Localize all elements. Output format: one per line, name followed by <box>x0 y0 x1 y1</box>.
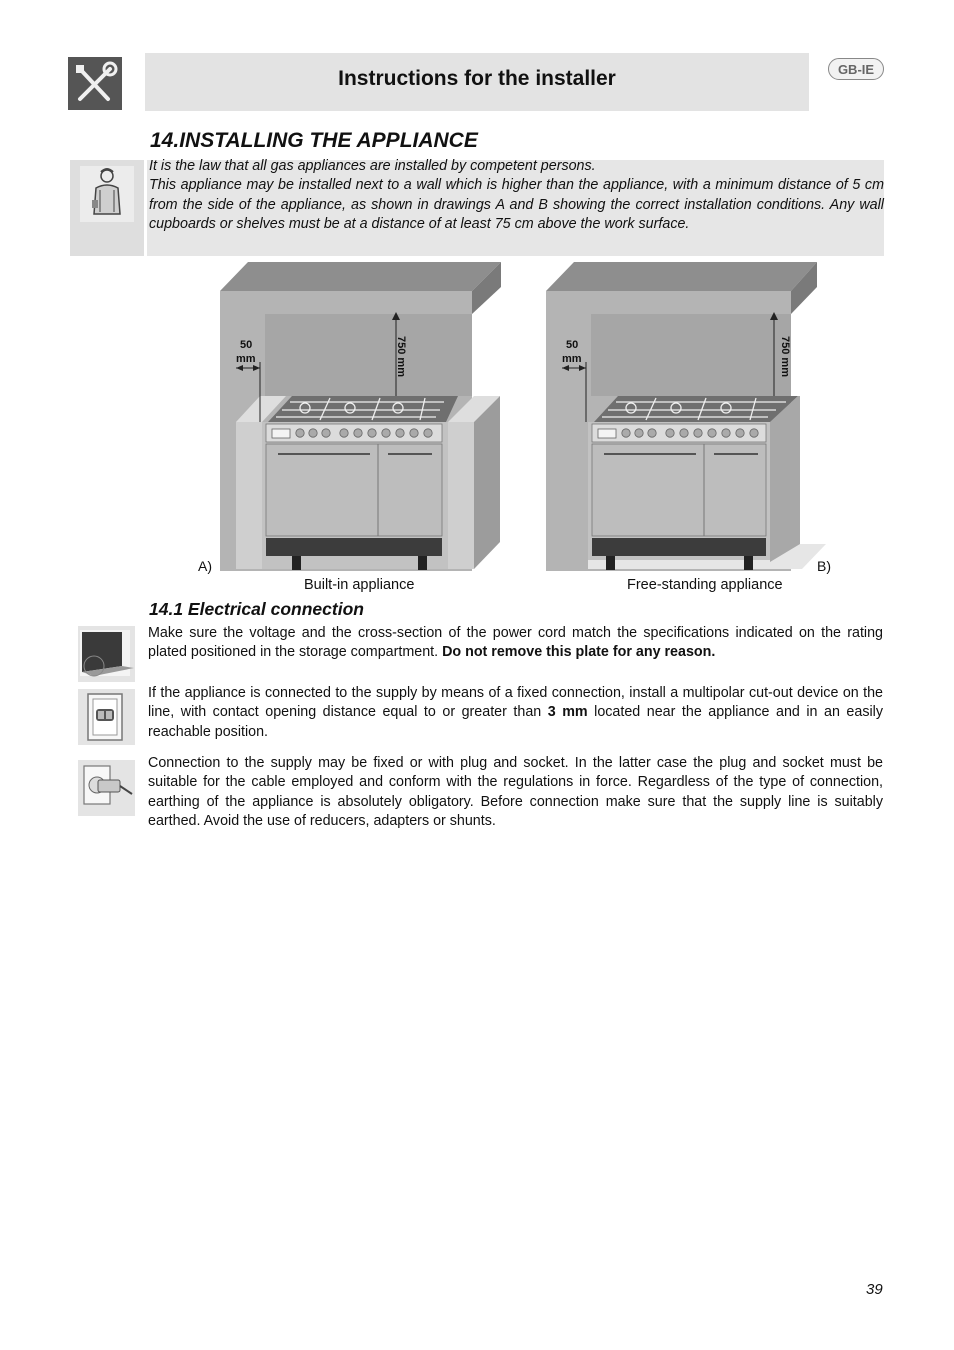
oven-compartment-icon <box>78 626 135 682</box>
intro-text <box>149 157 884 234</box>
electrical-paragraph-2 <box>148 684 883 742</box>
figure-b-side-dimension-value: 50 <box>566 339 579 351</box>
p2-gap-value: 3 mm <box>547 704 588 721</box>
wrench-screwdriver-icon <box>68 57 122 110</box>
electrical-paragraph-1 <box>148 624 883 663</box>
intro-law-sentence: It is the law that all gas appliances are installed by competent persons. <box>149 158 596 174</box>
figure-a-caption: Built-in appliance <box>304 577 415 593</box>
p1-warning: Do not remove this plate for any reason. <box>442 644 716 661</box>
figure-b-side-dimension-unit: mm <box>562 353 582 365</box>
p2-text-before: If the appliance is connected to the supply by means of a fixed connection, install a multipolar cut-out device on the line, with contact opening distance equal to or greater than <box>148 685 883 721</box>
plug-socket-icon <box>78 760 135 816</box>
language-badge: GB-IE <box>828 58 884 80</box>
figure-b-letter: B) <box>817 558 831 574</box>
page-number: 39 <box>866 1281 883 1298</box>
figure-a-builtin-drawing <box>220 262 504 574</box>
figure-b-freestanding-drawing <box>546 262 830 574</box>
p1-text: Make sure the voltage and the cross-section of the power cord match the specifications indicated on the rating plated positioned in the storage compartment. <box>148 625 883 661</box>
figure-a-side-dimension-value: 50 <box>240 339 253 351</box>
p2-text-after: located near the appliance and in an easily reachable position. <box>148 704 883 740</box>
figure-a-top-dimension: 750 mm <box>395 336 407 377</box>
header-title: Instructions for the installer <box>338 67 616 90</box>
figure-b-top-dimension: 750 mm <box>779 336 791 377</box>
figure-a-letter: A) <box>198 558 212 574</box>
installer-person-icon <box>70 160 144 256</box>
intro-installation-paragraph: This appliance may be installed next to a wall which is higher than the appliance, with a minimum distance of 5 cm from the side of the appliance, as shown in drawings A and B showing the correct installation conditions. Any wall cupboards or shelves must be at a distance of at least 75 cm above the work surface. <box>149 177 884 232</box>
subsection-title: 14.1 Electrical connection <box>149 599 364 619</box>
section-title: 14.INSTALLING THE APPLIANCE <box>150 129 478 152</box>
wall-switch-icon <box>78 689 135 745</box>
figure-b-caption: Free-standing appliance <box>627 577 783 593</box>
electrical-paragraph-3: Connection to the supply may be fixed or with plug and socket. In the latter case the plug and socket must be suitable for the cable employed and conform with the regulations in force. Regardless of the type of connection, earthing of the appliance is absolutely obligatory. Before connection make sure that the supply line is suitably earthed. Avoid the use of reducers, adapters or shunts. <box>148 755 883 830</box>
figure-a-side-dimension-unit: mm <box>236 353 256 365</box>
